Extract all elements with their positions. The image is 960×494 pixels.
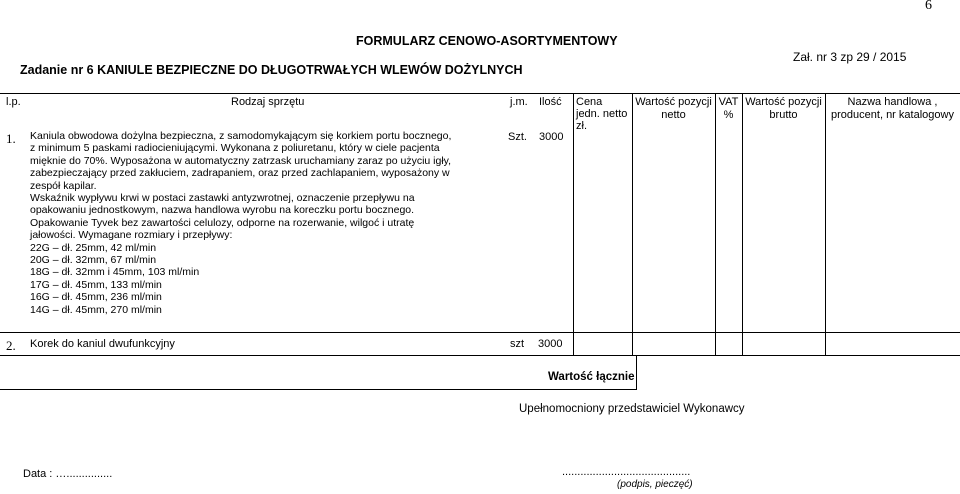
- signature-line: ..........................................: [562, 466, 691, 478]
- representative-label: Upełnomocniony przedstawiciel Wykonawcy: [519, 403, 745, 415]
- header-lp: l.p.: [6, 96, 21, 108]
- total-label: Wartość łącznie: [548, 371, 635, 383]
- header-price: Cena jedn. netto zł.: [576, 96, 628, 132]
- row2-lp: 2.: [6, 338, 16, 353]
- header-item: Rodzaj sprzętu: [231, 96, 305, 108]
- date-field: Data : …...............: [23, 468, 113, 480]
- row2-qty: 3000: [538, 338, 563, 350]
- page-number: 6: [925, 0, 932, 13]
- signature-note: (podpis, pieczęć): [617, 479, 693, 490]
- header-vat: VAT %: [718, 96, 739, 121]
- row1-qty: 3000: [539, 131, 564, 143]
- task-title: Zadanie nr 6 KANIULE BEZPIECZNE DO DŁUGOTRWAŁYCH WLEWÓW DOŻYLNYCH: [20, 63, 523, 77]
- header-qty: Ilość: [539, 96, 562, 108]
- row2-description: Korek do kaniul dwufunkcyjny: [30, 338, 175, 350]
- form-title: FORMULARZ CENOWO-ASORTYMENTOWY: [356, 34, 618, 48]
- header-unit: j.m.: [510, 96, 528, 108]
- row1-lp: 1.: [6, 131, 16, 146]
- header-gross-value: Wartość pozycji brutto: [745, 96, 822, 121]
- attachment-ref: Zał. nr 3 zp 29 / 2015: [793, 50, 907, 64]
- row2-unit: szt: [510, 338, 525, 350]
- header-net-value: Wartość pozycji netto: [635, 96, 712, 121]
- row1-description: Kaniula obwodowa dożylna bezpieczna, z samodomykającym się korkiem portu bocznego, z minimum 5 paskami radiocieniującymi. Wykonana z poliuretanu, który w ciele pacjenta mięknie do 70%. Wyposażona w automatyczny zatrzask uruchamiany zaraz po użyciu igły, zabezpieczający przed zakłuciem, zadrapaniem, oraz przed zachlapaniem, wyposażony w zespół kapilar. Wskaźnik wypływu krwi w postaci zastawki antyzwrotnej, oznaczenie przepływu na opakowaniu jednostkowym, nazwa handlowa wyrobu na koreczku portu bocznego. Opakowanie Tyvek bez zawartości celulozy, odporne na rozerwanie, wilgoć i utratę jałowości. Wymagane rozmiary i przepływy: 22G – dł. 25mm, 42 ml/min 20G – dł. 32mm, 67 ml/min 18G – dł. 32mm i 45mm, 103 ml/min 17G – dł. 45mm, 133 ml/min 16G – dł. 45mm, 236 ml/min 14G – dł. 45mm, 270 ml/min: [30, 130, 452, 316]
- header-trade-name: Nazwa handlowa , producent, nr katalogowy: [831, 96, 954, 121]
- row1-unit: Szt.: [508, 131, 527, 143]
